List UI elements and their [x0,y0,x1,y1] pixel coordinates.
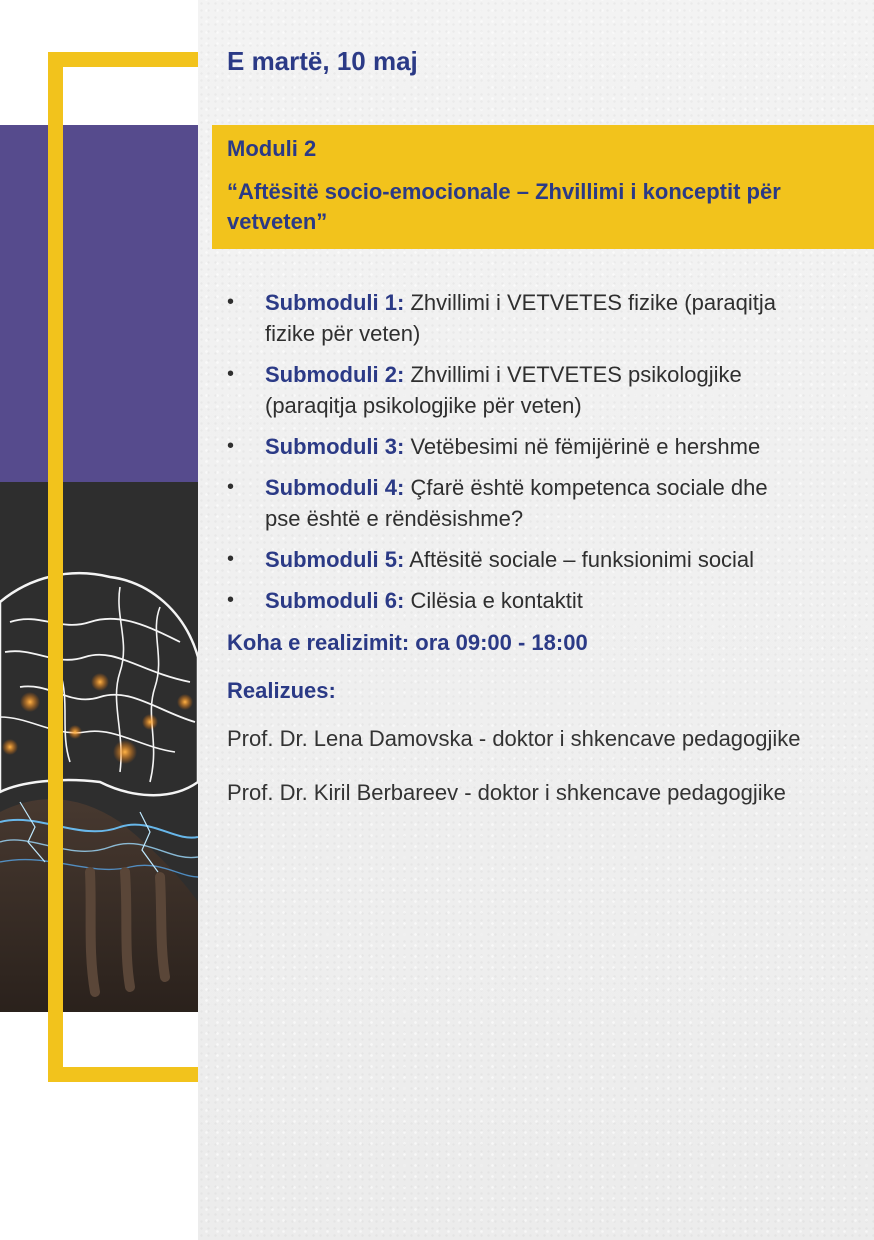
list-item [227,472,807,534]
submodule-label: Submoduli 4: [265,475,405,500]
list-item [227,431,807,462]
submodule-text: Cilësia e kontaktit [410,588,583,613]
bullet-icon: • [227,291,235,313]
submodule-label: Submoduli 1: [265,290,405,315]
submodule-list [227,287,807,626]
list-item [227,585,807,616]
submodule-text: Zhvillimi i VETVETES psikologjike (paraqitja psikologjike për veten) [265,362,742,418]
submodule-label: Submoduli 2: [265,362,405,387]
schedule-time: Koha e realizimit: ora 09:00 - 18:00 [227,630,588,655]
module-header [212,125,874,249]
submodule-text: Çfarë është kompetenca sociale dhe pse është e rëndësishme? [265,475,768,531]
list-item [227,544,807,575]
presenter-2: Prof. Dr. Kiril Berbareev - doktor i shkencave pedagogjike [227,780,786,805]
submodule-text: Zhvillimi i VETVETES fizike (paraqitja fizike për veten) [265,290,776,346]
bullet-icon: • [227,435,235,457]
module-label: Moduli 2 [227,136,317,161]
list-item [227,287,807,349]
submodule-label: Submoduli 5: [265,547,405,572]
list-item [227,359,807,421]
bullet-icon: • [227,476,235,498]
presenter-1: Prof. Dr. Lena Damovska - doktor i shkencave pedagogjike [227,726,801,751]
submodule-text: Vetëbesimi në fëmijërinë e hershme [410,434,761,459]
submodule-text: Aftësitë sociale – funksionimi social [409,547,755,572]
submodule-label: Submoduli 6: [265,588,405,613]
yellow-frame [48,52,198,1082]
event-date: E martë, 10 maj [227,46,418,76]
bullet-icon: • [227,589,235,611]
presenters-heading: Realizues: [227,678,336,703]
module-title: “Aftësitë socio-emocionale – Zhvillimi i konceptit për vetveten” [227,179,781,234]
bullet-icon: • [227,548,235,570]
submodule-label: Submoduli 3: [265,434,405,459]
bullet-icon: • [227,363,235,385]
